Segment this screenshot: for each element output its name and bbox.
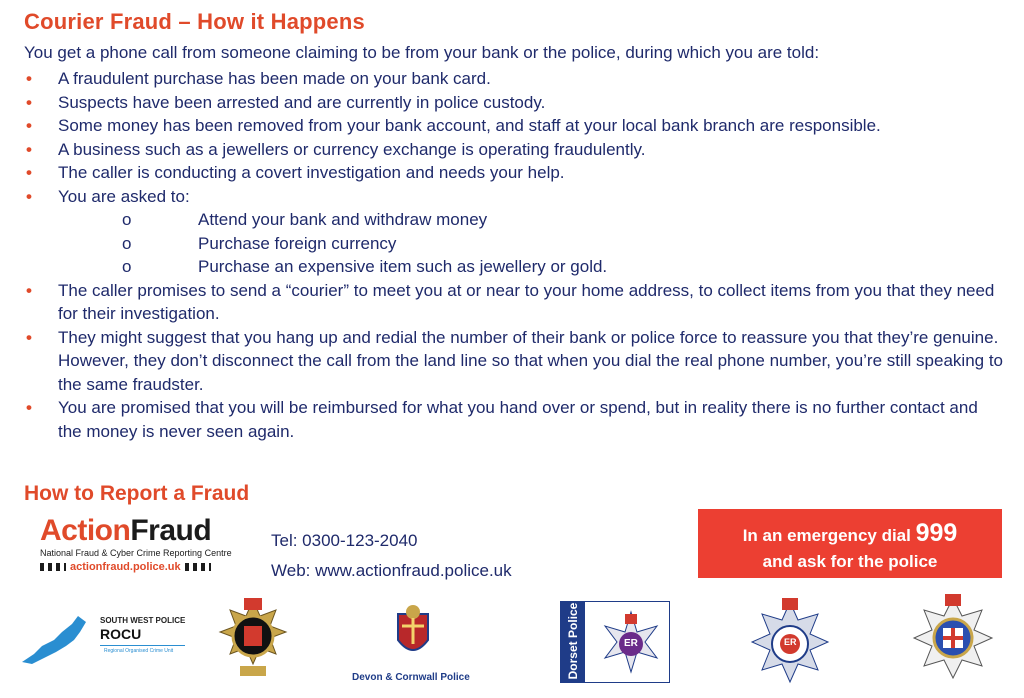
contact-info — [271, 526, 512, 586]
bullet-marker: • — [26, 398, 32, 417]
emergency-box — [698, 509, 1002, 578]
list-item — [24, 185, 1004, 279]
south-west-map-icon — [20, 610, 90, 670]
sub-list-item-text: Attend your bank and withdraw money — [198, 210, 488, 229]
sub-list-item-text: Purchase an expensive item such as jewellery or gold. — [198, 257, 608, 276]
report-heading: How to Report a Fraud — [24, 482, 250, 505]
bullet-marker: • — [26, 280, 32, 300]
list-item — [24, 279, 1004, 326]
rocu-small-label: SOUTH WEST POLICE — [100, 616, 186, 625]
list-item-text: They might suggest that you hang up and redial the number of their bank or police force to reassure you that they’re genuine. However, they don’t disconnect the call from the land line so that when you dial the real phone number, you’re still speaking to the same fraudster. — [58, 327, 1004, 394]
cipher-text: ER — [624, 638, 638, 649]
list-item-text: The caller is conducting a covert investigation and needs your help. — [58, 163, 565, 182]
rocu-logo — [20, 590, 200, 680]
checker-band-icon — [40, 563, 66, 571]
list-item-text: A fraudulent purchase has been made on your bank card. — [58, 69, 491, 88]
list-item — [24, 67, 1004, 91]
dorset-police-logo — [560, 601, 670, 683]
list-item-text: You are asked to: — [58, 186, 190, 206]
sub-list-item-text: Purchase foreign currency — [198, 233, 397, 253]
list-item — [24, 91, 1004, 115]
sub-marker: o — [122, 257, 132, 276]
actionfraud-subtitle: National Fraud & Cyber Crime Reporting Centre — [40, 548, 232, 558]
sub-list-item — [58, 208, 1004, 232]
website-address: Web: www.actionfraud.police.uk — [271, 561, 512, 580]
wiltshire-badge-icon — [912, 592, 994, 682]
sub-list-item — [58, 232, 1004, 256]
bullet-marker: • — [26, 92, 32, 112]
list-item-text: Some money has been removed from your bank account, and staff at your local bank branch are responsible. — [58, 116, 881, 135]
list-item — [24, 396, 1004, 443]
actionfraud-logo — [40, 515, 240, 573]
cipher-text: ER — [784, 637, 797, 647]
sub-list — [58, 208, 1004, 279]
bullet-marker: • — [26, 69, 32, 88]
list-item — [24, 161, 1004, 185]
list-item-text: You are promised that you will be reimbursed for what you hand over or spend, but in reality there is no further contact and the money is never seen again. — [58, 398, 978, 441]
page-title: Courier Fraud – How it Happens — [24, 9, 365, 34]
phone-number: Tel: 0300-123-2040 — [271, 531, 418, 550]
rocu-subtitle: Regional Organised Crime Unit — [104, 648, 174, 654]
dorset-label: Dorset Police — [566, 602, 580, 680]
devon-cornwall-label: Devon & Cornwall Police — [352, 672, 470, 683]
devon-cornwall-crest-icon — [388, 604, 438, 666]
avon-somerset-badge-icon — [210, 596, 296, 688]
list-item — [24, 326, 1004, 397]
list-item — [24, 138, 1004, 162]
emergency-text: In an emergency dial — [742, 526, 916, 545]
sub-marker: o — [122, 233, 132, 253]
rocu-title: ROCU — [100, 626, 142, 642]
fraud-steps-list — [24, 67, 1004, 443]
sub-list-item — [58, 255, 1004, 279]
list-item-text: Suspects have been arrested and are currently in police custody. — [58, 92, 546, 112]
actionfraud-wordmark: ActionFraud — [40, 514, 212, 547]
checker-band-icon — [185, 563, 211, 571]
list-item — [24, 114, 1004, 138]
intro-text: You get a phone call from someone claiming to be from your bank or the police, during which you are told: — [24, 43, 820, 62]
sub-marker: o — [122, 210, 132, 229]
bullet-marker: • — [26, 163, 32, 182]
bullet-marker: • — [26, 116, 32, 135]
emergency-number: 999 — [915, 519, 958, 547]
emergency-text-line2: and ask for the police — [762, 552, 938, 571]
partner-logos — [0, 590, 1024, 690]
divider — [100, 645, 185, 646]
list-item-text: The caller promises to send a “courier” to meet you at or near to your home address, to collect items from you that they need for their investigation. — [58, 280, 995, 323]
bullet-marker: • — [26, 186, 32, 206]
bullet-marker: • — [26, 139, 32, 159]
bullet-marker: • — [26, 327, 32, 347]
actionfraud-url: actionfraud.police.uk — [70, 561, 181, 573]
list-item-text: A business such as a jewellers or currency exchange is operating fraudulently. — [58, 139, 646, 159]
